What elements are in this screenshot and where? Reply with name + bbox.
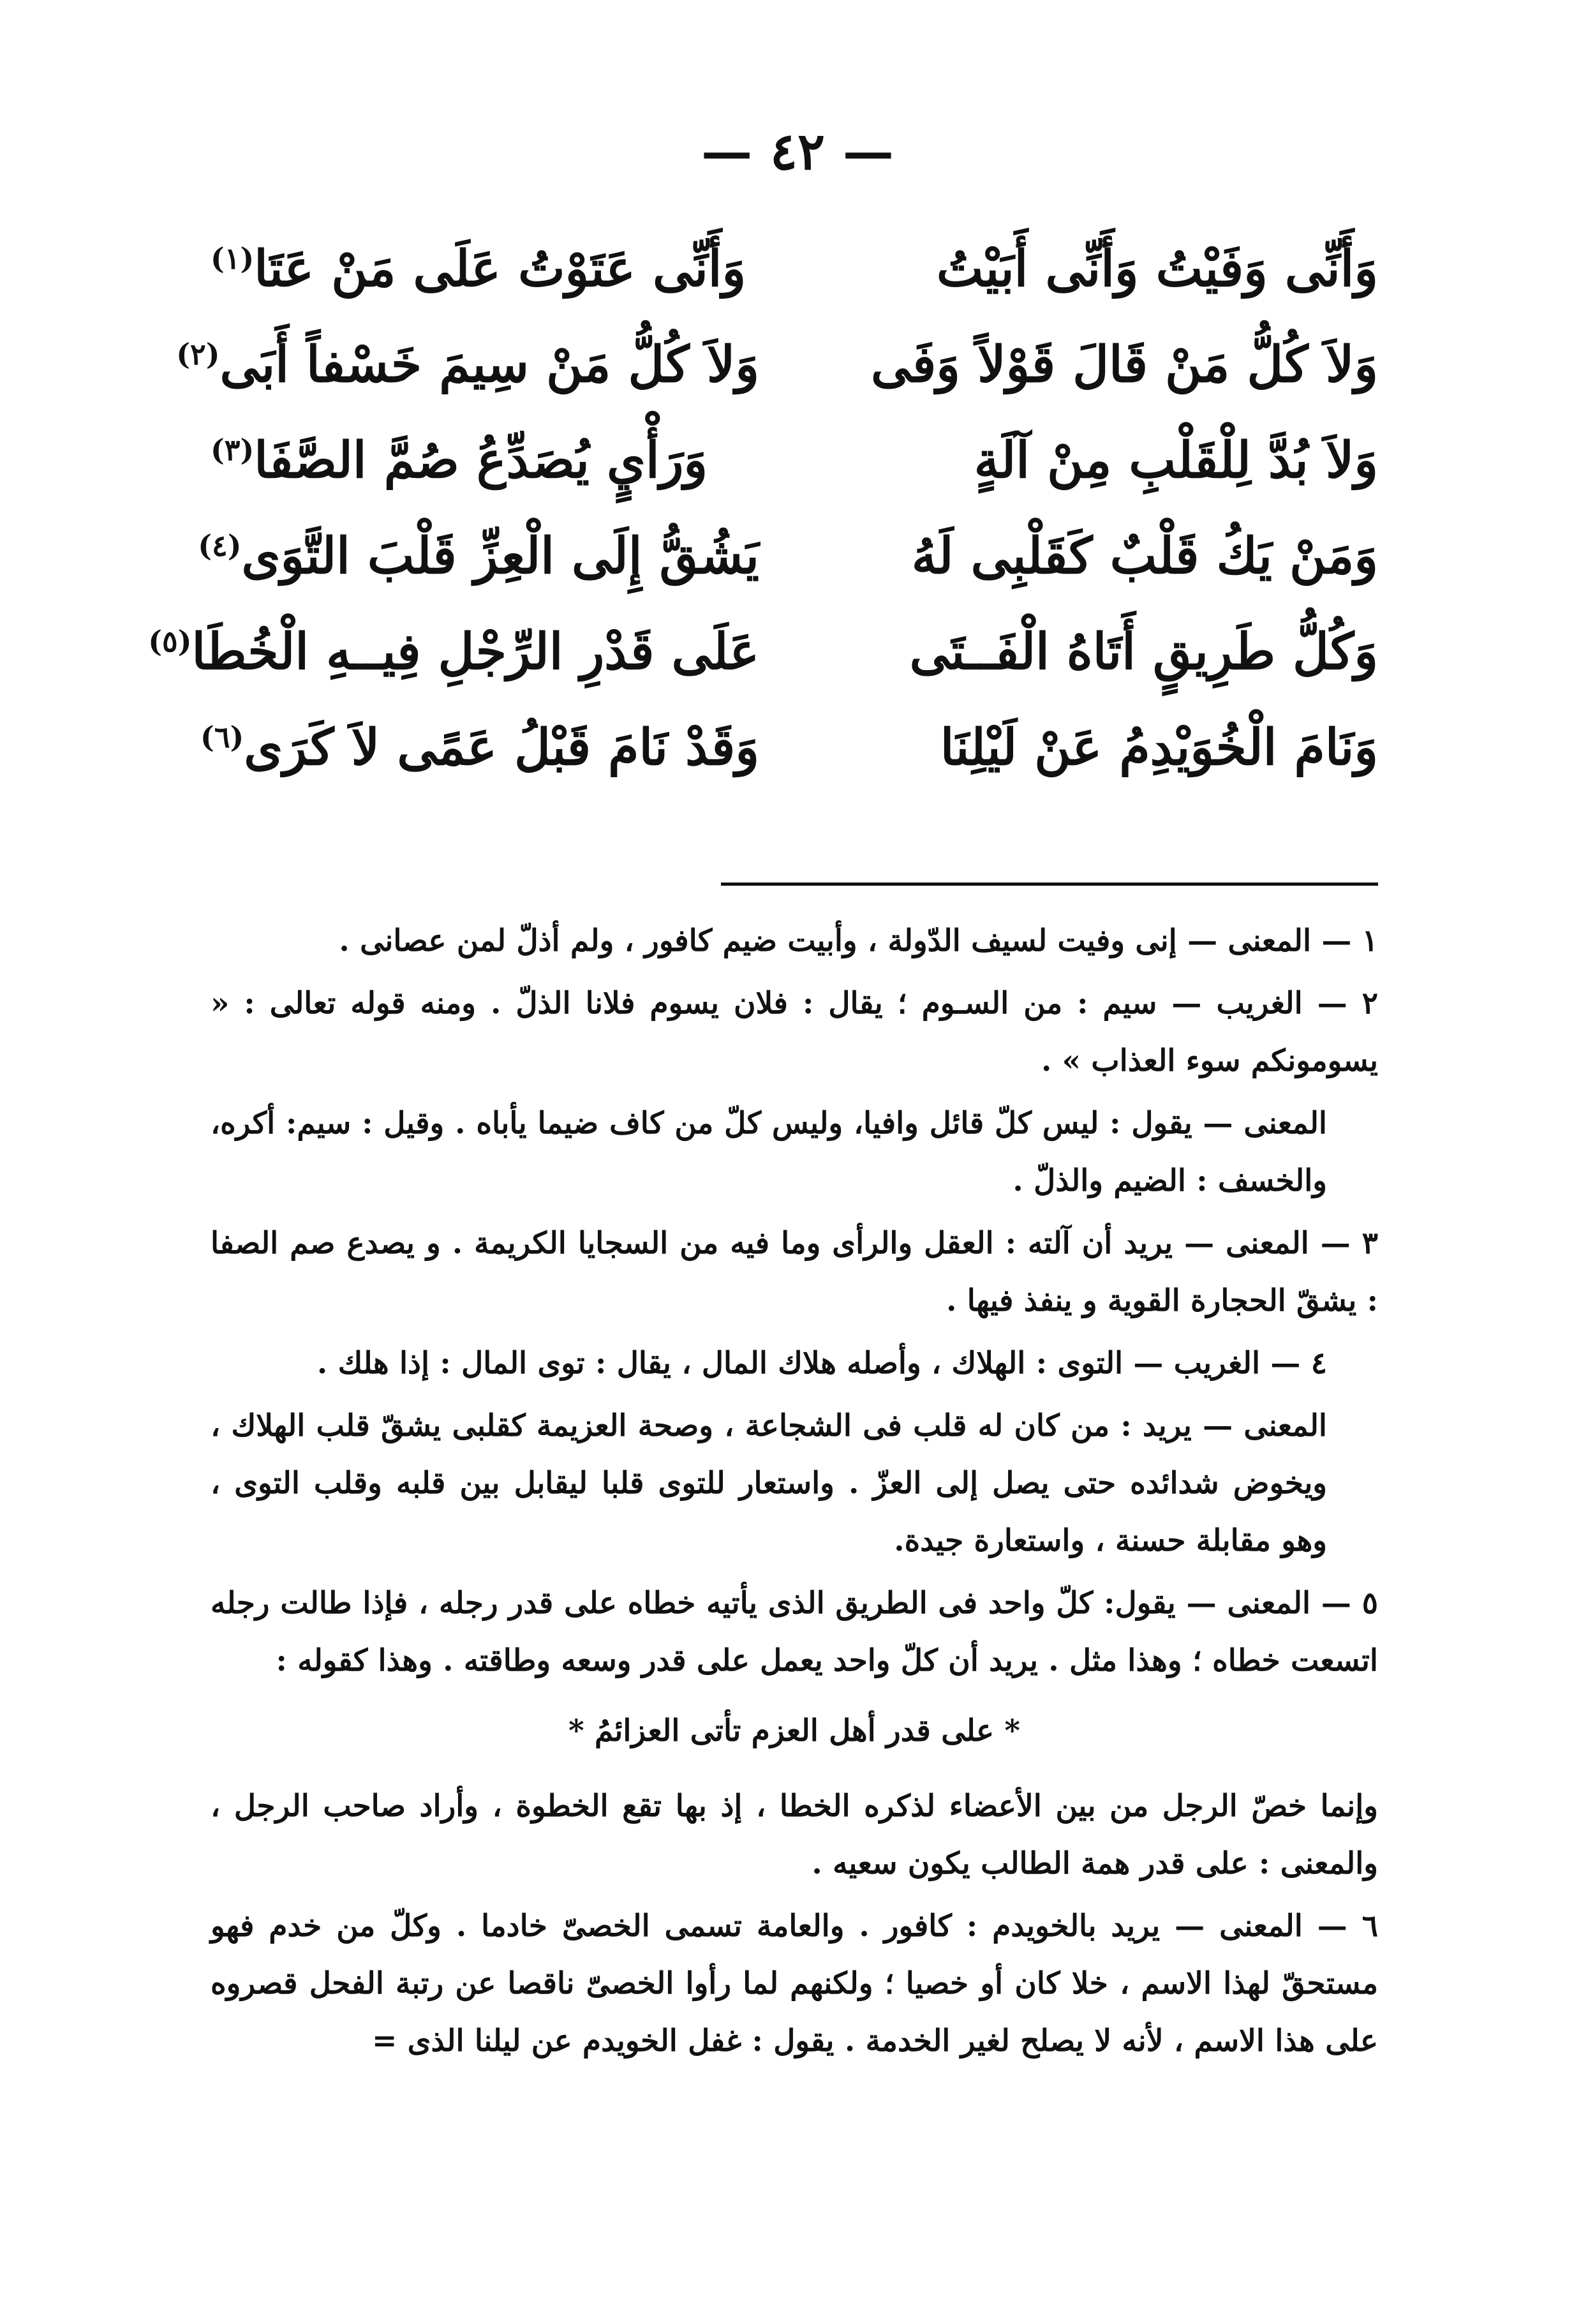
hemistich-text: يَشُقُّ إِلَى الْعِزِّ قَلْبَ التَّوَى (241, 527, 759, 585)
footnote-marker: (٤) (198, 528, 242, 563)
poem (148, 211, 1378, 785)
verse-second-hemistich (211, 211, 759, 317)
verse-second-hemistich (148, 593, 759, 700)
footnote: ٦ — المعنى — يريد بالخويدم : كافور . والعامة تسمى الخصىّ خادما . وكلّ من خدم فهو مستحقّ لهذا الاسم ، خلا كان أو خصيا ؛ ولكنهم لما رأوا الخصىّ ناقصا عن رتبة الفحل قصروه على هذا الاسم ، لأنه لا يصلح لغير الخدمة . يقول : غفل الخويدم عن ليلنا الذى = (211, 1909, 1378, 2059)
footnote: وإنما خصّ الرجل من بين الأعضاء لذكره الخطا ، إذ بها تقع الخطوة ، وأراد صاحب الرجل ، والمعنى : على قدر همة الطالب يكون سعيه . (211, 1789, 1378, 1881)
verse-second-hemistich (198, 498, 759, 604)
verse-first-hemistich: وَلاَ كُلُّ مَنْ قَالَ قَوْلاً وَفَى (870, 336, 1378, 394)
footnote: ٤ — الغريب — التوى : الهلاك ، وأصله هلاك المال ، يقال : توى المال : إذا هلك . (316, 1346, 1327, 1381)
verse-second-hemistich (176, 306, 759, 413)
footnote-marker: (١) (211, 241, 255, 276)
footnote: ١ — المعنى — إنى وفيت لسيف الدّولة ، وأبيت ضيم كافور ، ولم أذلّ لمن عصانى . (339, 923, 1378, 958)
verse-first-hemistich: وَلاَ بُدَّ لِلْقَلْبِ مِنْ آلَةٍ (974, 431, 1378, 489)
hemistich-text: وَرَأْيٍ يُصَدِّعُ صُمَّ الصَّفَا (254, 431, 708, 489)
footnote: ٥ — المعنى — يقول: كلّ واحد فى الطريق الذى يأتيه خطاه على قدر رجله ، فإذا طالت رجله اتسعت خطاه ؛ وهذا مثل . يريد أن كلّ واحد يعمل على قدر وسعه وطاقته . وهذا كقوله : (211, 1586, 1378, 1678)
verse (198, 498, 1378, 593)
verse (176, 306, 1378, 402)
verse-first-hemistich: وَكُلُّ طَرِيقٍ أَتَاهُ الْفَــتَى (909, 623, 1378, 681)
footnotes (211, 912, 1378, 2075)
verse-second-hemistich (200, 689, 759, 796)
quoted-hemistich: * على قدر أهل العزم تأتى العزائمُ * (568, 1713, 1020, 1748)
verse (148, 593, 1378, 689)
footnote-marker: (٦) (200, 720, 244, 754)
footnote: ٣ — المعنى — يريد أن آلته : العقل والرأى وما فيه من السجايا الكريمة . و يصدع صم الصفا : يشقّ الحجارة القوية و ينفذ فيها . (211, 1226, 1378, 1318)
footnote-divider (721, 883, 1378, 886)
hemistich-text: وَقَدْ نَامَ قَبْلُ عَمًى لاَ كَرَى (244, 719, 759, 777)
verse-second-hemistich (211, 402, 759, 509)
verse (211, 402, 1378, 498)
hemistich-text: وَأَنِّى عَتَوْتُ عَلَى مَنْ عَتَا (254, 240, 746, 298)
verse (200, 689, 1378, 785)
footnote: المعنى — يقول : ليس كلّ قائل وافيا، وليس كلّ من كاف ضيما يأباه . وقيل : سيم: أكره، والخسف : الضيم والذلّ . (211, 1106, 1327, 1198)
footnote-marker: (٥) (148, 624, 192, 659)
verse (211, 211, 1378, 306)
verse-first-hemistich: وَأَنِّى وَفَيْتُ وَأَنِّى أَبَيْتُ (936, 240, 1378, 298)
footnote-marker: (٣) (211, 433, 255, 467)
verse-first-hemistich: وَمَنْ يَكُ قَلْبٌ كَقَلْبِى لَهُ (911, 527, 1378, 585)
hemistich-text: وَلاَ كُلُّ مَنْ سِيمَ خَسْفاً أَبَى (219, 336, 759, 394)
footnote: ٢ — الغريب — سيم : من السـوم ؛ يقال : فلان يسوم فلانا الذلّ . ومنه قوله تعالى : « يسومونكم سوء العذاب » . (211, 986, 1378, 1078)
verse-first-hemistich: وَنَامَ الْخُوَيْدِمُ عَنْ لَيْلِنَا (940, 719, 1378, 777)
footnote: المعنى — يريد : من كان له قلب فى الشجاعة ، وصحة العزيمة كقلبى يشقّ قلب الهلاك ، ويخوض شدائده حتى يصل إلى العزّ . واستعار للتوى قلبا ليقابل بين قلبه وقلب التوى ، وهو مقابلة حسنة ، واستعارة جيدة. (211, 1408, 1327, 1558)
page-number: — ٤٢ — (701, 121, 894, 181)
footnote-marker: (٢) (176, 337, 220, 371)
hemistich-text: عَلَى قَدْرِ الرِّجْلِ فِيــهِ الْخُطَا (191, 623, 759, 681)
